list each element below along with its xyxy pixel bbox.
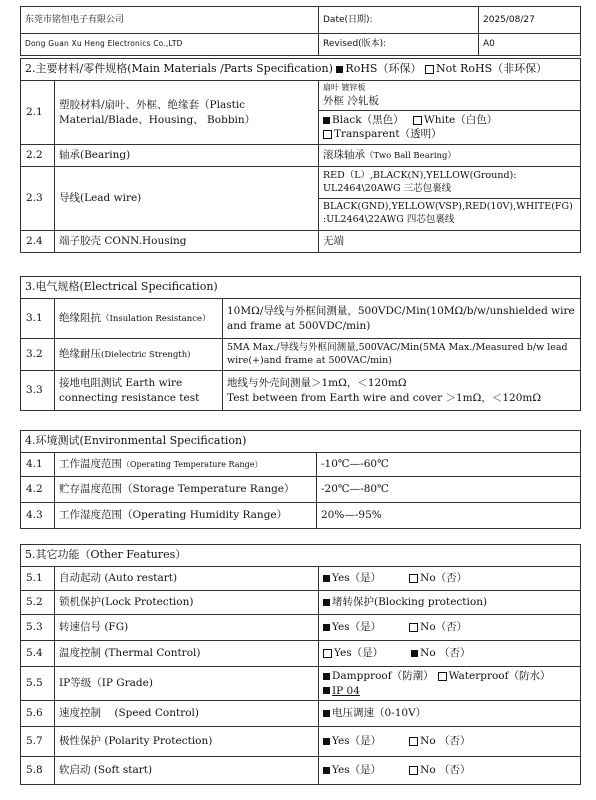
table-row (21, 145, 581, 167)
yes-checkbox[interactable] (323, 649, 332, 658)
row-number: 5.5 (21, 667, 55, 701)
row-number: 5.6 (21, 701, 55, 727)
row-value: 无端 (319, 231, 581, 253)
row-label (55, 453, 317, 477)
lead-wire-3core: RED（L）,BLACK(N),YELLOW(Ground): (323, 170, 517, 182)
row-number: 3.1 (21, 299, 55, 339)
label-en: (Speed Control) (114, 707, 199, 720)
yes-label: Yes（是） (332, 735, 382, 748)
section-5-table (20, 544, 581, 785)
yes-label: Yes（是） (332, 572, 382, 585)
company-name-en: Dong Guan Xu Heng Electronics Co.,LTD (21, 34, 319, 56)
bearing-value-en: （Two Ball Bearing） (365, 151, 456, 162)
row-number: 5.3 (21, 615, 55, 641)
row-number: 5.1 (21, 567, 55, 591)
lock-protection-value: 堵转保护(Blocking protection) (332, 596, 488, 609)
table-row (21, 299, 581, 339)
row-label: IP等级（IP Grade) (55, 667, 319, 701)
row-value (319, 167, 581, 231)
row-value (223, 371, 581, 411)
waterproof-label: Waterproof（防水） (448, 670, 551, 683)
rohs-checkbox-checked[interactable] (336, 66, 343, 73)
row-number: 4.2 (21, 477, 55, 503)
header-table (20, 6, 581, 56)
row-number: 3.2 (21, 339, 55, 371)
revised-label: Revised(版本): (319, 34, 479, 56)
transparent-checkbox[interactable] (323, 130, 332, 139)
no-label: No （否） (420, 764, 471, 777)
earth-test-cn: 地线与外壳间测量＞1mΩ，＜120mΩ (227, 377, 407, 390)
table-row (21, 477, 581, 503)
no-label: No（否） (420, 572, 468, 585)
row-label: 接地电阻测试 Earth wire connecting resistance test (55, 371, 223, 411)
white-checkbox[interactable] (413, 116, 422, 125)
table-row (21, 453, 581, 477)
rohs-label: RoHS（环保） (345, 62, 422, 76)
label-en: (Dielectric Strength) (101, 350, 191, 361)
company-name-cn: 东莞市铭恒电子有限公司 (21, 7, 319, 34)
yes-label: Yes（是） (332, 764, 382, 777)
transparent-label: Transparent（透明） (334, 128, 442, 141)
dampproof-checkbox-checked[interactable] (323, 673, 330, 680)
lead-wire-4core-spec: :UL2464\22AWG 四芯包裹线 (323, 213, 455, 225)
table-row (21, 667, 581, 701)
row-number: 5.4 (21, 641, 55, 667)
yes-checkbox-checked[interactable] (323, 767, 330, 774)
row-value (319, 727, 581, 757)
row-label: 工作湿度范围（Operating Humidity Range） (55, 503, 317, 529)
row-label (55, 299, 223, 339)
row-number: 5.2 (21, 591, 55, 615)
ip-checkbox-checked[interactable] (323, 687, 330, 694)
row-value: 5MA Max./导线与外框间测量,500VAC/Min(5MA Max./Measured b/w lead wire(+)and frame at 500VAC/min) (223, 339, 581, 371)
table-row (21, 167, 581, 231)
row-value (319, 567, 581, 591)
section-3-table (20, 276, 581, 411)
row-value: 10MΩ/导线与外框间测量，500VDC/Min(10MΩ/b/w/unshielded wire and frame at 500VDC/min) (223, 299, 581, 339)
section-3-title: 3.电气规格(Electrical Specification) (21, 277, 581, 299)
row-label: 锁机保护(Lock Protection) (55, 591, 319, 615)
row-value (319, 81, 581, 145)
table-row (21, 701, 581, 727)
label-cn: 绝缘阻抗 (59, 312, 101, 325)
label-en: （Insulation Resistance） (101, 314, 211, 325)
bearing-value: 滚珠轴承 (323, 149, 365, 162)
date-value: 2025/08/27 (479, 7, 581, 34)
row-value (319, 667, 581, 701)
row-number: 2.4 (21, 231, 55, 253)
row-label: 自动起动 (Auto restart) (55, 567, 319, 591)
table-row (21, 727, 581, 757)
row-label: 塑胶材料/扇叶、外框、绝缘套（Plastic Material/Blade、Housing、 Bobbin） (55, 81, 319, 145)
row-number: 4.1 (21, 453, 55, 477)
row-value (319, 145, 581, 167)
row-number: 2.2 (21, 145, 55, 167)
earth-test-en: Test between from Earth wire and cover ＞1mΩ，＜120mΩ (227, 391, 542, 404)
no-label: No（否） (420, 621, 468, 634)
lead-wire-4core: BLACK(GND),YELLOW(VSP),RED(10V),WHITE(FG) (323, 201, 573, 212)
not-rohs-label: Not RoHS（非环保） (435, 62, 548, 76)
section-2-heading: 2.主要材料/零件规格(Main Materials /Parts Specification) (25, 62, 333, 76)
row-number: 4.3 (21, 503, 55, 529)
row-label: 轴承(Bearing) (55, 145, 319, 167)
no-checkbox[interactable] (409, 737, 418, 746)
lead-wire-3core-spec: UL2464\20AWG 三芯包裹线 (323, 183, 452, 195)
revised-value: A0 (479, 34, 581, 56)
row-value (319, 615, 581, 641)
row-label: 温度控制 (Thermal Control) (55, 641, 319, 667)
white-label: White（白色） (423, 114, 498, 127)
table-row (21, 231, 581, 253)
section-2-table (20, 58, 581, 253)
lock-checkbox-checked[interactable] (323, 599, 330, 606)
housing-material: 外框 冷轧板 (323, 95, 379, 108)
no-label: No （否） (420, 735, 471, 748)
no-checkbox[interactable] (409, 623, 418, 632)
row-label (55, 701, 319, 727)
divider (319, 110, 580, 111)
row-label: 软启动 (Soft start) (55, 757, 319, 785)
section-4-table (20, 430, 581, 529)
not-rohs-checkbox[interactable] (425, 65, 434, 74)
speed-control-checkbox-checked[interactable] (323, 710, 330, 717)
section-4-title: 4.环境测试(Environmental Specification) (21, 431, 581, 453)
section-5-title: 5.其它功能（Other Features） (21, 545, 581, 567)
row-value: -10℃—-60℃ (317, 453, 581, 477)
row-value (319, 757, 581, 785)
black-checkbox-checked[interactable] (323, 117, 330, 124)
row-label: 转速信号 (FG) (55, 615, 319, 641)
table-row (21, 641, 581, 667)
table-row (21, 503, 581, 529)
section-2-title (21, 59, 581, 81)
divider (319, 198, 580, 199)
row-label (55, 339, 223, 371)
row-value (319, 641, 581, 667)
row-label: 端子胶壳 CONN.Housing (55, 231, 319, 253)
row-label: 贮存温度范围（Storage Temperature Range） (55, 477, 317, 503)
no-checkbox[interactable] (409, 766, 418, 775)
row-value (319, 701, 581, 727)
table-row (21, 81, 581, 145)
blade-material: 扇叶 镀锌板 (323, 83, 366, 93)
table-row (21, 757, 581, 785)
speed-control-value: 电压调速（0-10V） (332, 707, 427, 720)
no-label: No （否） (420, 647, 471, 660)
date-label: Date(日期): (319, 7, 479, 34)
row-number: 3.3 (21, 371, 55, 411)
yes-checkbox-checked[interactable] (323, 624, 330, 631)
label-cn: 绝缘耐压 (59, 348, 101, 361)
row-number: 2.3 (21, 167, 55, 231)
yes-checkbox-checked[interactable] (323, 738, 330, 745)
row-label: 极性保护 (Polarity Protection) (55, 727, 319, 757)
label-cn: 工作温度范围 (59, 458, 122, 471)
no-checkbox[interactable] (409, 574, 418, 583)
yes-checkbox-checked[interactable] (323, 575, 330, 582)
row-value: -20℃—-80℃ (317, 477, 581, 503)
waterproof-checkbox[interactable] (438, 672, 447, 681)
row-number: 2.1 (21, 81, 55, 145)
row-label: 导线(Lead wire) (55, 167, 319, 231)
label-en: （Operating Temperature Range） (122, 460, 263, 470)
table-row (21, 567, 581, 591)
yes-label: Yes（是） (334, 647, 384, 660)
row-value: 20%—-95% (317, 503, 581, 529)
table-row (21, 615, 581, 641)
table-row (21, 339, 581, 371)
ip-grade-value: IP 04 (332, 684, 360, 697)
row-value (319, 591, 581, 615)
black-label: Black（黑色） (332, 114, 404, 127)
yes-label: Yes（是） (332, 621, 382, 634)
label-cn: 速度控制 (59, 707, 101, 720)
no-checkbox-checked[interactable] (411, 650, 418, 657)
row-number: 5.7 (21, 727, 55, 757)
table-row (21, 591, 581, 615)
table-row (21, 371, 581, 411)
row-number: 5.8 (21, 757, 55, 785)
dampproof-label: Dampproof（防潮） (332, 670, 434, 683)
